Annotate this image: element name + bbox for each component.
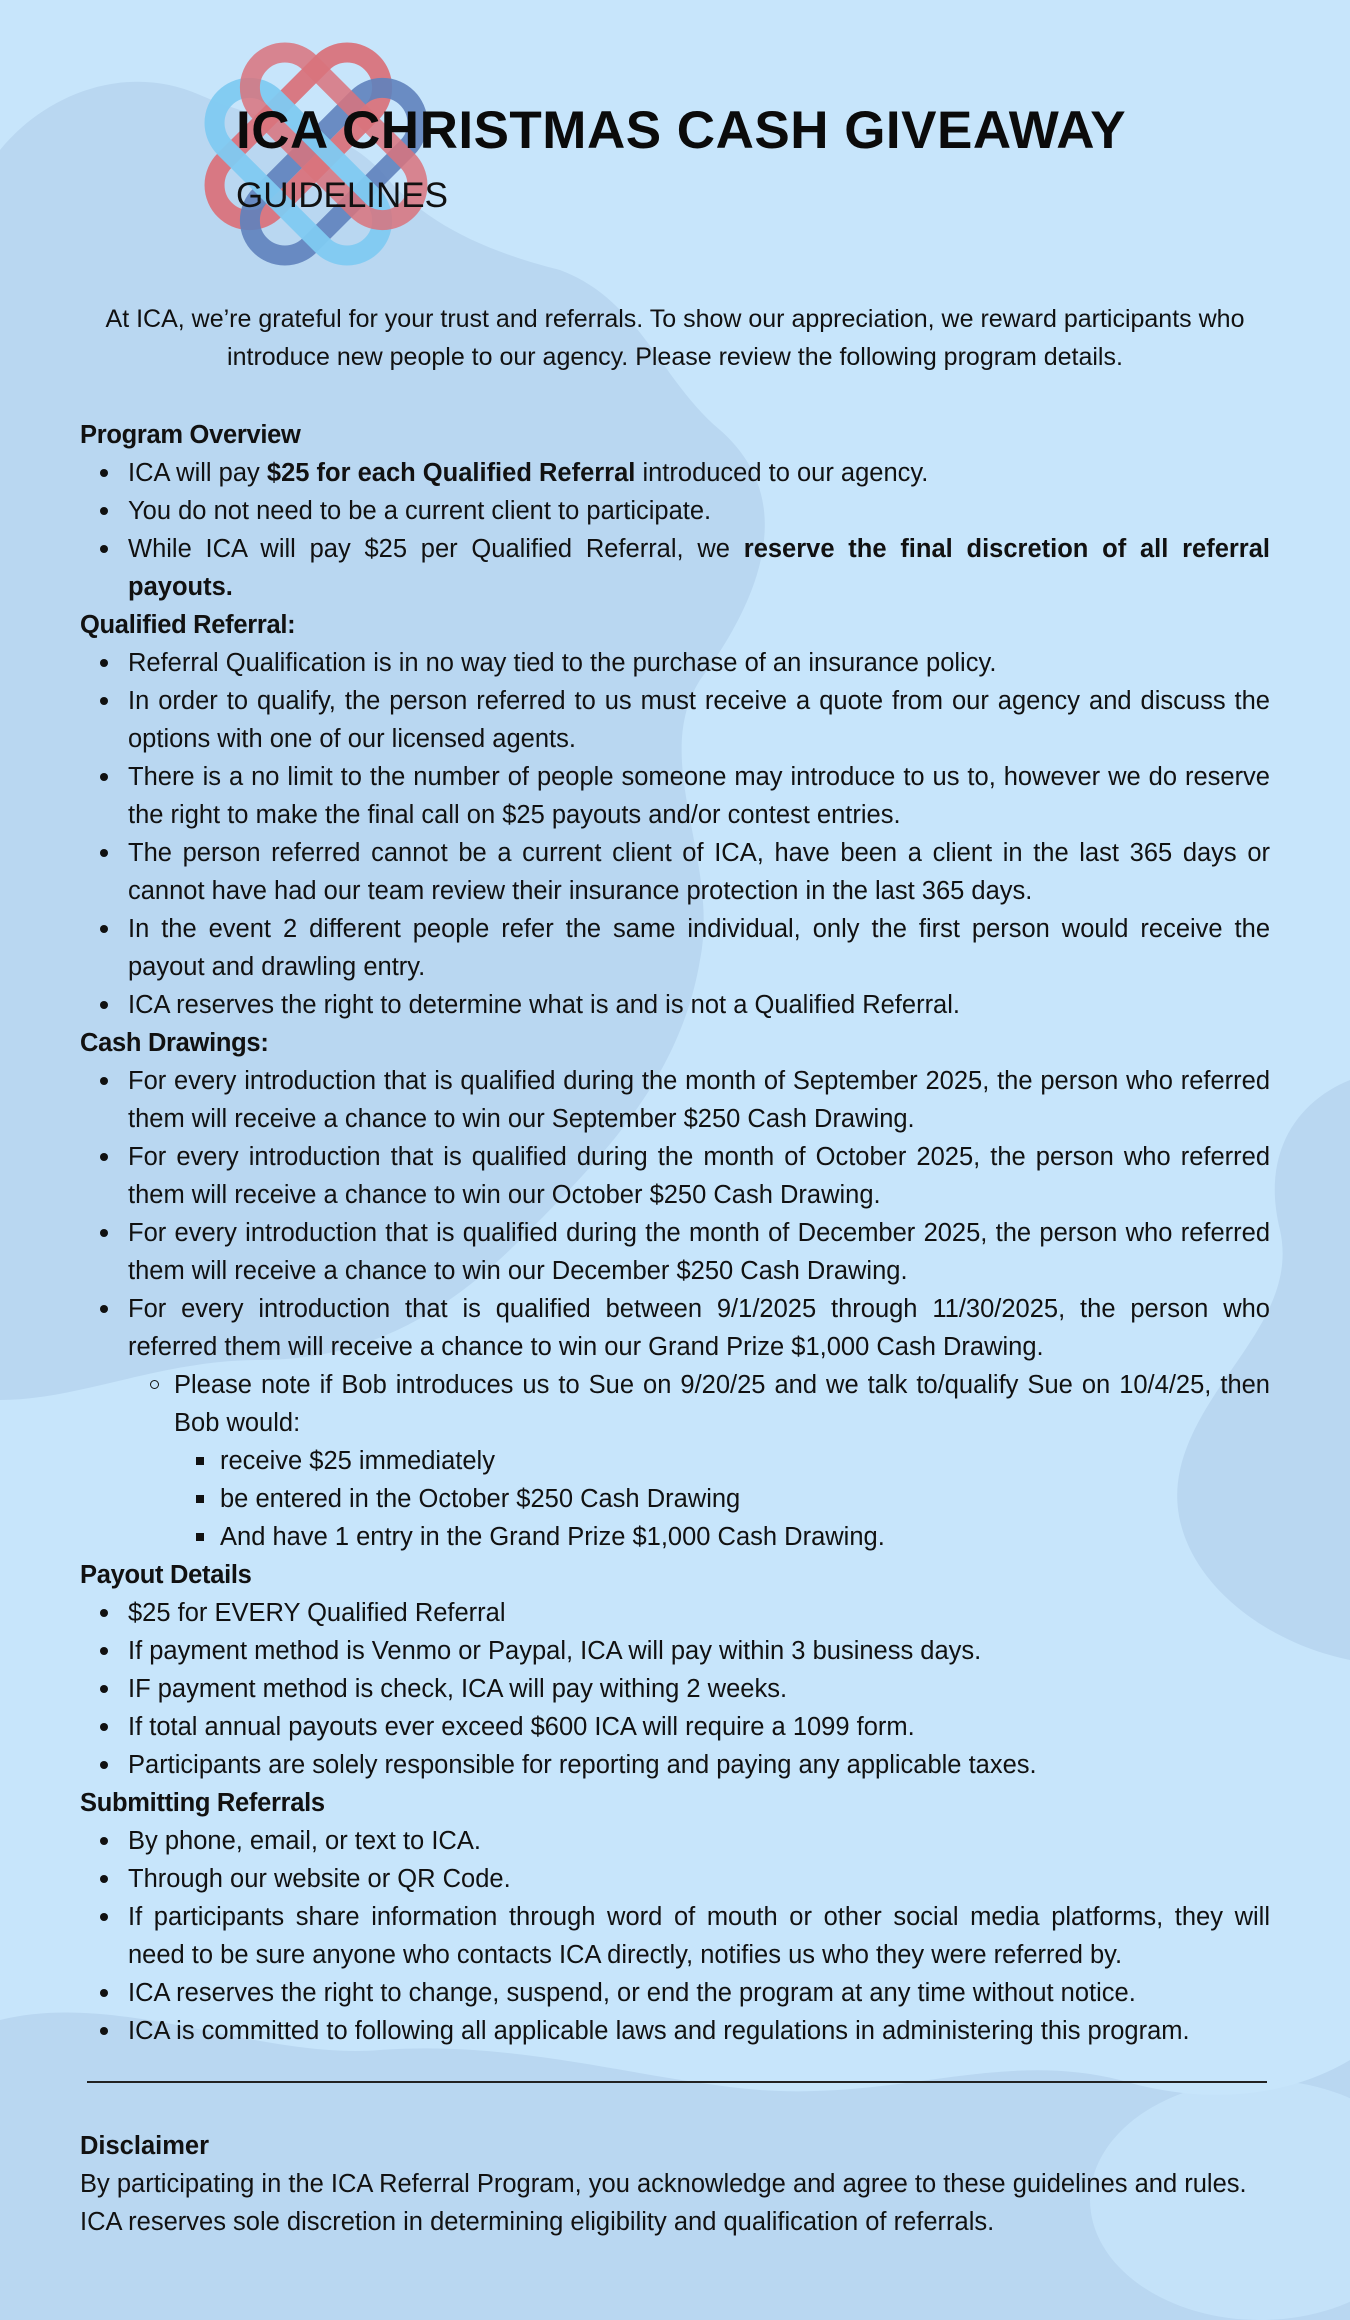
example-note-list (128, 1366, 1270, 1556)
list-item: IF payment method is check, ICA will pay withing 2 weeks. (128, 1670, 1270, 1708)
list-item: For every introduction that is qualified during the month of September 2025, the person who referred them will receive a chance to win our September $250 Cash Drawing. (128, 1062, 1270, 1138)
guidelines-content (80, 416, 1270, 2050)
list-item: Participants are solely responsible for reporting and paying any applicable taxes. (128, 1746, 1270, 1784)
example-steps-list (174, 1442, 1270, 1556)
program-overview-list (80, 454, 1270, 606)
list-item: Through our website or QR Code. (128, 1860, 1270, 1898)
page-subtitle: GUIDELINES (236, 176, 448, 215)
list-item: If participants share information through word of mouth or other social media platforms, they will need to be sure anyone who contacts ICA directly, notifies us who they were referred by. (128, 1898, 1270, 1974)
list-item: In the event 2 different people refer the same individual, only the first person would receive the payout and drawling entry. (128, 910, 1270, 986)
program-overview-heading: Program Overview (80, 421, 301, 449)
list-item: And have 1 entry in the Grand Prize $1,000 Cash Drawing. (220, 1518, 1270, 1556)
list-item: There is a no limit to the number of people someone may introduce to us to, however we do reserve the right to make the final call on $25 payouts and/or contest entries. (128, 758, 1270, 834)
list-item: ICA reserves the right to determine what is and is not a Qualified Referral. (128, 986, 1270, 1024)
list-item: be entered in the October $250 Cash Drawing (220, 1480, 1270, 1518)
section-divider (87, 2081, 1267, 2083)
submitting-referrals-heading: Submitting Referrals (80, 1789, 325, 1817)
list-item: The person referred cannot be a current client of ICA, have been a client in the last 365 days or cannot have had our team review their insurance protection in the last 365 days. (128, 834, 1270, 910)
list-item: Please note if Bob introduces us to Sue on 9/20/25 and we talk to/qualify Sue on 10/4/25, then Bob would: receive $25 immediately be entered in the October $250 Cash Drawing And have 1 entry in the Grand Prize $1,000 Cash Drawing. (174, 1366, 1270, 1556)
list-item: ICA is committed to following all applicable laws and regulations in administering this program. (128, 2012, 1270, 2050)
list-item: If payment method is Venmo or Paypal, ICA will pay within 3 business days. (128, 1632, 1270, 1670)
list-item: If total annual payouts ever exceed $600 ICA will require a 1099 form. (128, 1708, 1270, 1746)
disclaimer-section (80, 2127, 1270, 2241)
list-item: For every introduction that is qualified during the month of December 2025, the person who referred them will receive a chance to win our December $250 Cash Drawing. (128, 1214, 1270, 1290)
list-item: Referral Qualification is in no way tied to the purchase of an insurance policy. (128, 644, 1270, 682)
qualified-referral-heading: Qualified Referral: (80, 611, 296, 639)
list-item: ICA reserves the right to change, suspend, or end the program at any time without notice. (128, 1974, 1270, 2012)
cash-drawings-list (80, 1062, 1270, 1556)
list-item: By phone, email, or text to ICA. (128, 1822, 1270, 1860)
payout-details-list (80, 1594, 1270, 1784)
list-item: In order to qualify, the person referred to us must receive a quote from our agency and discuss the options with one of our licensed agents. (128, 682, 1270, 758)
disclaimer-text: By participating in the ICA Referral Program, you acknowledge and agree to these guidelines and rules. ICA reserves sole discretion in determining eligibility and qualification of referrals. (80, 2170, 1247, 2236)
cash-drawings-heading: Cash Drawings: (80, 1029, 269, 1057)
intro-paragraph: At ICA, we’re grateful for your trust and referrals. To show our appreciation, we reward participants who introduce new people to our agency. Please review the following program details. (105, 305, 1245, 371)
submitting-referrals-list (80, 1822, 1270, 2050)
page-title: ICA CHRISTMAS CASH GIVEAWAY (236, 101, 1127, 160)
list-item: For every introduction that is qualified between 9/1/2025 through 11/30/2025, the person who referred them will receive a chance to win our Grand Prize $1,000 Cash Drawing. Please note if Bob introduces us to Sue on 9/20/25 and we talk to/qualify Sue on 10/4/25, then Bob would: receive $25 immediately be entered in the October $250 Cash Drawing And have 1 entry in the Grand Prize $1,000 Cash Drawing. (128, 1290, 1270, 1556)
disclaimer-heading: Disclaimer (80, 2132, 209, 2160)
qualified-referral-list (80, 644, 1270, 1024)
list-item: ICA will pay $25 for each Qualified Referral introduced to our agency. (128, 454, 1270, 492)
emphasis: reserve the final discretion of all referral payouts. (128, 535, 1270, 601)
emphasis: $25 for each Qualified Referral (266, 459, 636, 487)
list-item: $25 for EVERY Qualified Referral (128, 1594, 1270, 1632)
payout-details-heading: Payout Details (80, 1561, 252, 1589)
list-item: For every introduction that is qualified during the month of October 2025, the person who referred them will receive a chance to win our October $250 Cash Drawing. (128, 1138, 1270, 1214)
list-item: While ICA will pay $25 per Qualified Referral, we reserve the final discretion of all referral payouts. (128, 530, 1270, 606)
list-item: You do not need to be a current client to participate. (128, 492, 1270, 530)
list-item: receive $25 immediately (220, 1442, 1270, 1480)
